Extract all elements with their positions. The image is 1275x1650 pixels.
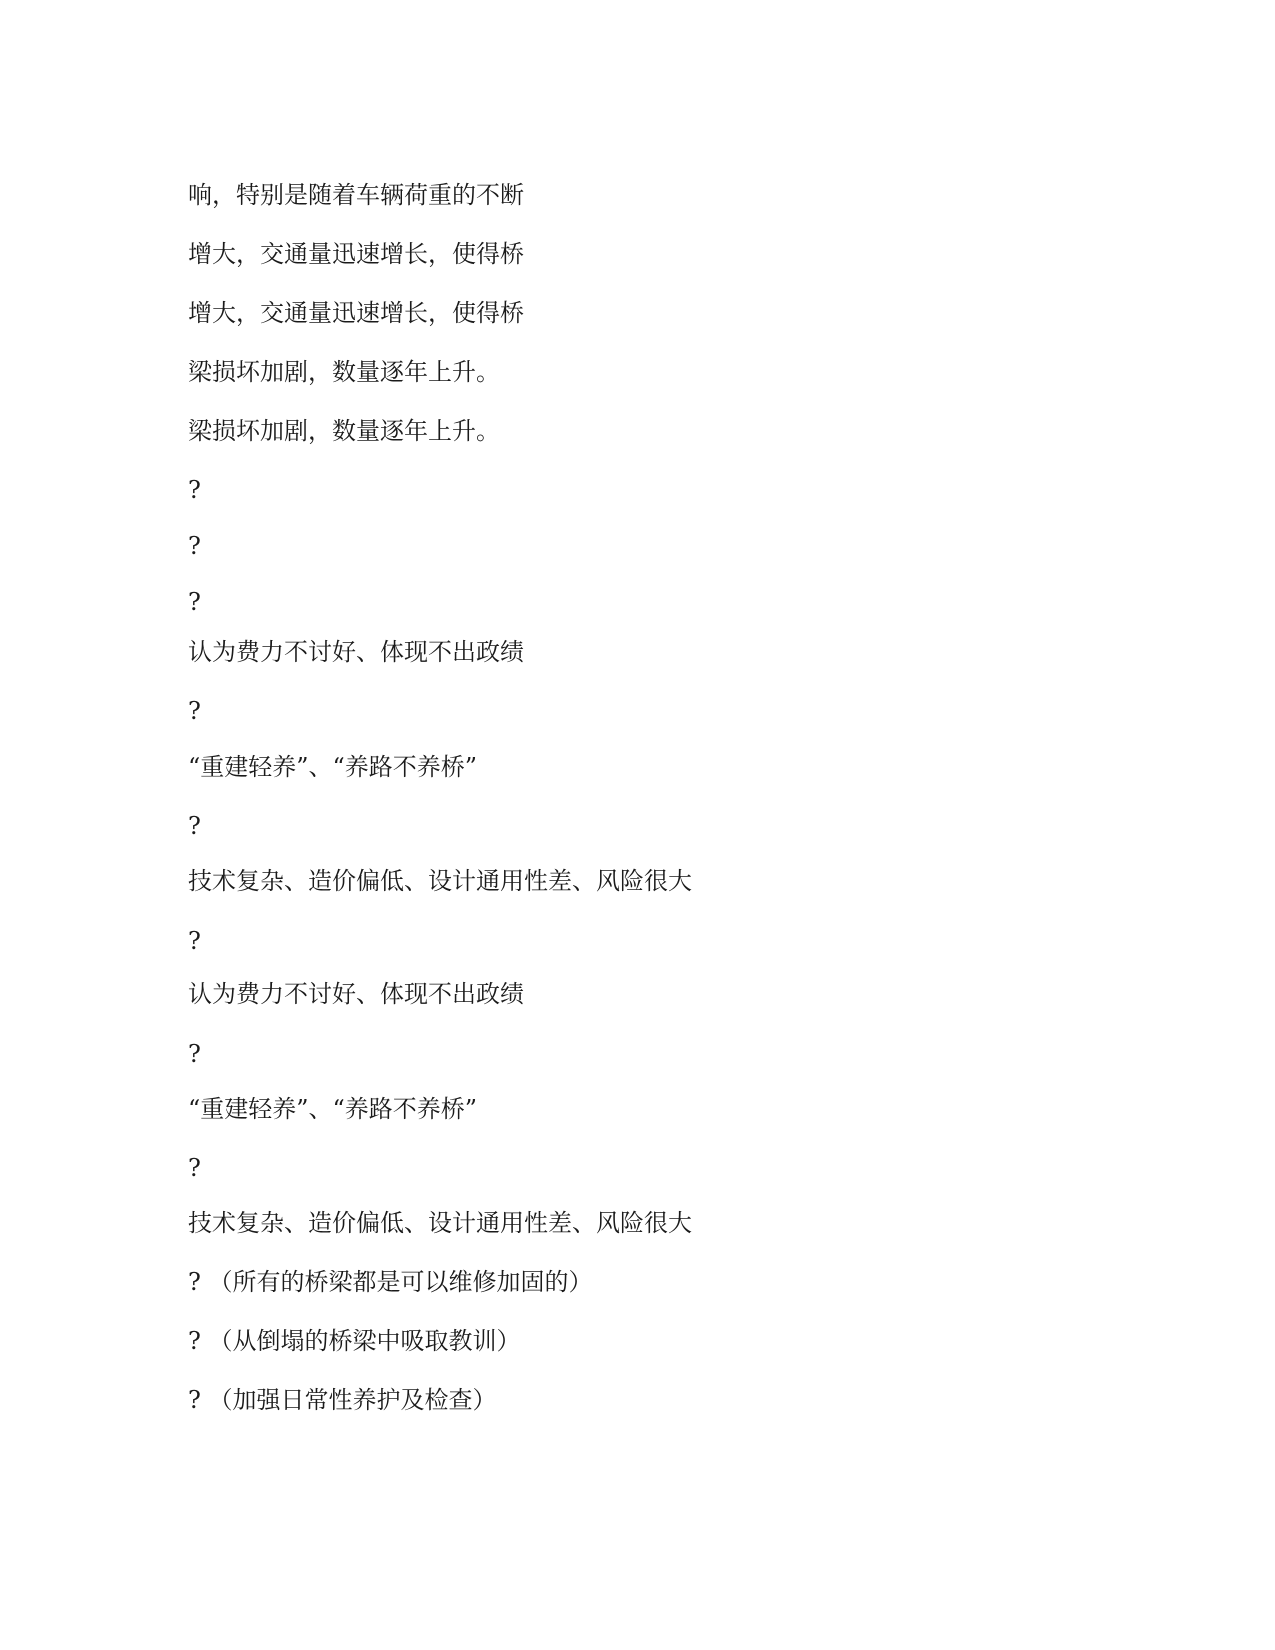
text-line: 响，特别是随着车辆荷重的不断 xyxy=(188,181,524,209)
bullet-marker: ? xyxy=(188,1154,201,1182)
text-line: 技术复杂、造价偏低、设计通用性差、风险很大 xyxy=(188,1209,692,1237)
text-line: ? （所有的桥梁都是可以维修加固的） xyxy=(188,1268,593,1296)
bullet-marker: ? xyxy=(188,1040,201,1068)
text-line: ? （从倒塌的桥梁中吸取教训） xyxy=(188,1327,521,1355)
text-line: 增大，交通量迅速增长，使得桥 xyxy=(188,240,524,268)
text-line: “重建轻养”、“养路不养桥” xyxy=(188,1095,478,1123)
text-line: 增大，交通量迅速增长，使得桥 xyxy=(188,299,524,327)
bullet-marker: ? xyxy=(188,476,201,504)
text-line: 认为费力不讨好、体现不出政绩 xyxy=(188,638,524,666)
bullet-marker: ? xyxy=(188,588,201,616)
text-line: 梁损坏加剧，数量逐年上升。 xyxy=(188,417,500,445)
bullet-marker: ? xyxy=(188,812,201,840)
text-line: 认为费力不讨好、体现不出政绩 xyxy=(188,980,524,1008)
text-line: 梁损坏加剧，数量逐年上升。 xyxy=(188,358,500,386)
text-line: “重建轻养”、“养路不养桥” xyxy=(188,753,478,781)
bullet-marker: ? xyxy=(188,697,201,725)
text-line: ? （加强日常性养护及检查） xyxy=(188,1386,497,1414)
bullet-marker: ? xyxy=(188,927,201,955)
bullet-marker: ? xyxy=(188,532,201,560)
text-line: 技术复杂、造价偏低、设计通用性差、风险很大 xyxy=(188,867,692,895)
